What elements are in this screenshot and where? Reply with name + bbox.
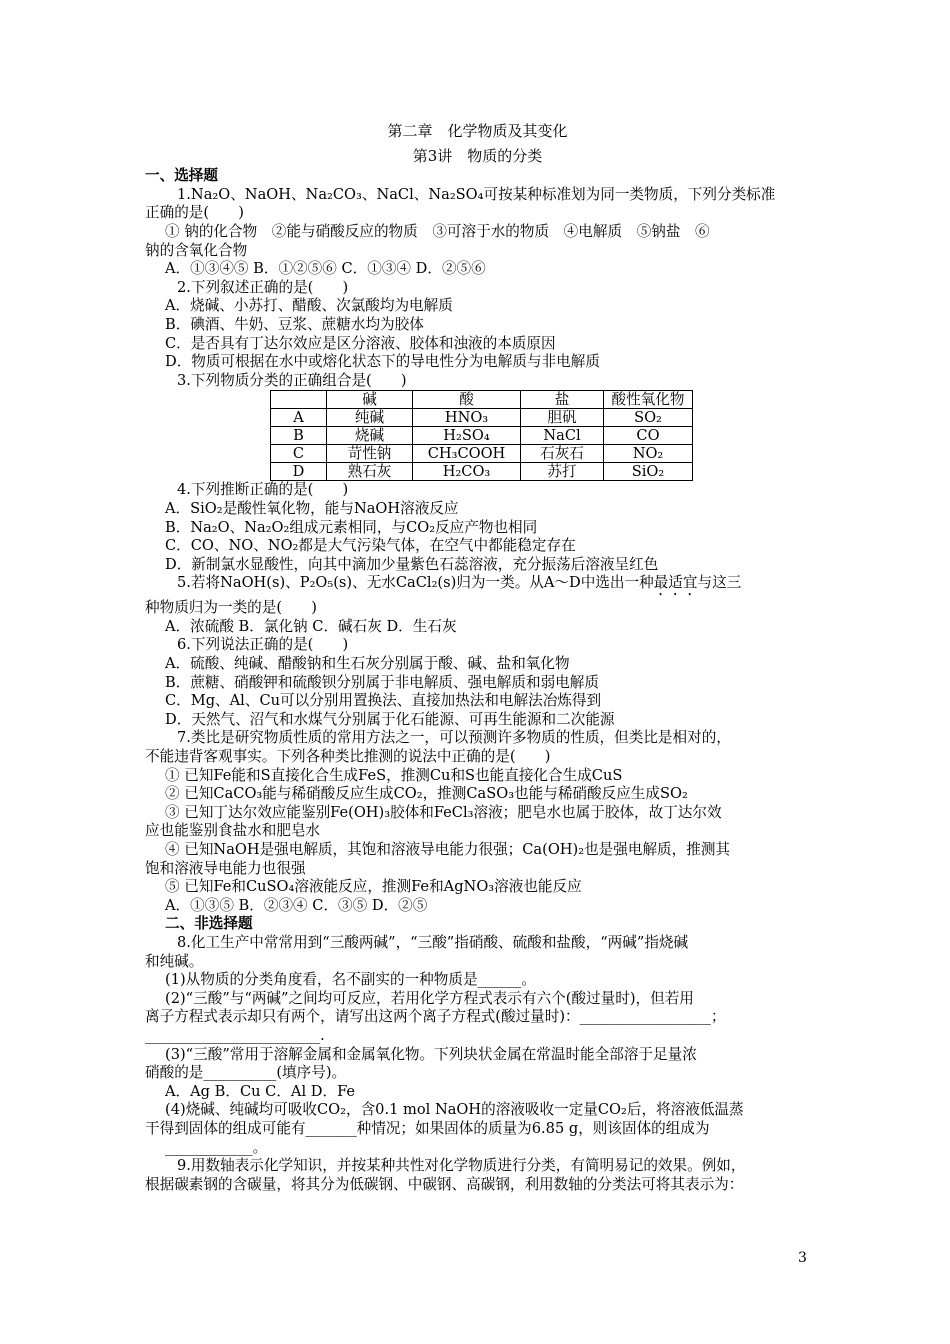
table-header-row xyxy=(271,391,693,409)
chapter-title: 第二章 化学物质及其变化 xyxy=(387,122,568,140)
table-cell: 熟石灰 xyxy=(327,463,413,481)
statement-item: 饱和溶液导电能力也很强 xyxy=(145,859,306,877)
table-cell: 胆矾 xyxy=(521,409,604,427)
section-heading: 二、非选择题 xyxy=(165,915,253,933)
table-row xyxy=(271,463,693,481)
question-stem: 1.Na₂O、NaOH、Na₂CO₃、NaCl、Na₂SO₄可按某种标准划为同一类物质，下列分类标准 xyxy=(177,185,776,203)
table-cell: SiO₂ xyxy=(604,463,693,481)
document-body xyxy=(145,118,810,1194)
option-d: D．天然气、沼气和水煤气分别属于化石能源、可再生能源和二次能源 xyxy=(165,710,615,728)
question-stem: 4.下列推断正确的是( ) xyxy=(177,481,349,499)
statement-item: ④ 已知NaOH是强电解质，其饱和溶液导电能力很强；Ca(OH)₂也是强电解质，推测其 xyxy=(165,841,731,858)
option-c: C．是否具有丁达尔效应是区分溶液、胶体和浊液的本质原因 xyxy=(165,334,556,352)
table-cell: 苛性钠 xyxy=(327,445,413,463)
table-cell: 烧碱 xyxy=(327,427,413,445)
question-stem: 种物质归为一类的是( ) xyxy=(145,599,317,617)
table-cell: CO xyxy=(604,427,693,445)
table-row xyxy=(271,427,693,445)
sub-question: (2)“三酸”与“两碱”之间均可反应，若用化学方程式表示有六个(酸过量时)，但若用 xyxy=(165,989,694,1007)
statement-item: 应也能鉴别食盐水和肥皂水 xyxy=(145,822,321,840)
question-items: 钠的含氧化合物 xyxy=(145,241,248,259)
section-heading: 一、选择题 xyxy=(145,167,218,185)
option-d: D．新制氯水显酸性，向其中滴加少量紫色石蕊溶液，充分振荡后溶液呈红色 xyxy=(165,555,659,573)
question-stem: 6.下列说法正确的是( ) xyxy=(177,636,349,654)
table-header-cell: 盐 xyxy=(521,391,604,409)
stem-text: 与这三 xyxy=(697,574,742,592)
statement-item: ③ 已知丁达尔效应能鉴别Fe(OH)₃胶体和FeCl₃溶液；肥皂水也属于胶体，故丁达尔效 xyxy=(165,803,722,821)
table-header-cell: 酸性氧化物 xyxy=(604,391,693,409)
statement-item: ① 已知Fe能和S直接化合生成FeS，推测Cu和S也能直接化合生成CuS xyxy=(165,766,623,784)
option-c: C．Mg、Al、Cu可以分别用置换法、直接加热法和电解法冶炼得到 xyxy=(165,692,602,710)
option-b: B．Na₂O、Na₂O₂组成元素相同，与CO₂反应产物也相同 xyxy=(165,518,538,536)
table-cell: 苏打 xyxy=(521,463,604,481)
option-b: B．蔗糖、硝酸钾和硫酸钡分别属于非电解质、强电解质和弱电解质 xyxy=(165,673,599,691)
table-cell: NO₂ xyxy=(604,445,693,463)
sub-question: 干得到固体的组成可能有_______种情况；如果固体的质量为6.85 g，则该固体的组成为 xyxy=(145,1119,710,1137)
answer-options: A．①③④⑤ B．①②⑤⑥ C．①③④ D．②⑤⑥ xyxy=(165,260,486,278)
table-cell: C xyxy=(271,445,327,463)
sub-question: (4)烧碱、纯碱均可吸收CO₂，含0.1 mol NaOH的溶液吸收一定量CO₂后，将溶液低温蒸 xyxy=(165,1101,744,1119)
question-stem: 不能违背客观事实。下列各种类比推测的说法中正确的是( ) xyxy=(145,748,551,766)
table-header-cell xyxy=(271,391,327,409)
question-items: ① 钠的化合物 ②能与硝酸反应的物质 ③可溶于水的物质 ④电解质 ⑤钠盐 ⑥ xyxy=(165,222,710,240)
table-row xyxy=(271,445,693,463)
option-a: A．SiO₂是酸性氧化物，能与NaOH溶液反应 xyxy=(165,499,459,517)
option-a: A．烧碱、小苏打、醋酸、次氯酸均为电解质 xyxy=(165,297,453,315)
question-stem: 3.下列物质分类的正确组合是( ) xyxy=(177,371,407,389)
page-number: 3 xyxy=(798,1250,807,1266)
table-cell: 石灰石 xyxy=(521,445,604,463)
question-stem: 9.用数轴表示化学知识，并按某种共性对化学物质进行分类，有简明易记的效果。例如， xyxy=(177,1157,746,1175)
answer-blank: ________________________. xyxy=(145,1026,325,1044)
table-cell: 纯碱 xyxy=(327,409,413,427)
lesson-title: 第3讲 物质的分类 xyxy=(412,146,543,165)
table-cell: B xyxy=(271,427,327,445)
emphasized-text: 最适宜 xyxy=(653,574,698,592)
sub-question: 硝酸的是__________(填序号)。 xyxy=(145,1064,347,1082)
question-stem: 根据碳素钢的含碳量，将其分为低碳钢、中碳钢、高碳钢，利用数轴的分类法可将其表示为： xyxy=(145,1175,744,1193)
question-stem: 正确的是( ) xyxy=(145,204,244,222)
sub-question: 离子方程式表示却只有两个，请写出这两个离子方程式(酸过量时)：__________________； xyxy=(145,1008,726,1026)
table-header-cell: 碱 xyxy=(327,391,413,409)
sub-question: (3)“三酸”常用于溶解金属和金属氧化物。下列块状金属在常温时能全部溶于足量浓 xyxy=(165,1045,697,1063)
table-cell: A xyxy=(271,409,327,427)
option-a: A．硫酸、纯碱、醋酸钠和生石灰分别属于酸、碱、盐和氧化物 xyxy=(165,655,570,673)
table-cell: H₂CO₃ xyxy=(413,463,521,481)
table-cell: SO₂ xyxy=(604,409,693,427)
table-row xyxy=(271,409,693,427)
question-stem: 7.类比是研究物质性质的常用方法之一，可以预测许多物质的性质，但类比是相对的， xyxy=(177,729,731,747)
statement-item: ② 已知CaCO₃能与稀硝酸反应生成CO₂，推测CaSO₃也能与稀硝酸反应生成SO₂ xyxy=(165,785,688,803)
table-cell: CH₃COOH xyxy=(413,445,521,463)
table-cell: D xyxy=(271,463,327,481)
option-b: B．碘酒、牛奶、豆浆、蔗糖水均为胶体 xyxy=(165,315,424,333)
classification-table xyxy=(270,390,693,481)
question-stem: 和纯碱。 xyxy=(145,952,204,970)
table-header-cell: 酸 xyxy=(413,391,521,409)
option-c: C．CO、NO、NO₂都是大气污染气体，在空气中都能稳定存在 xyxy=(165,537,576,555)
option-d: D．物质可根据在水中或熔化状态下的导电性分为电解质与非电解质 xyxy=(165,353,600,371)
question-stem: 8.化工生产中常常用到“三酸两碱”，“三酸”指硝酸、硫酸和盐酸，“两碱”指烧碱 xyxy=(177,933,689,951)
answer-options: A．①③⑤ B．②③④ C．③⑤ D．②⑤ xyxy=(165,896,428,914)
table-cell: H₂SO₄ xyxy=(413,427,521,445)
table-cell: NaCl xyxy=(521,427,604,445)
table-cell: HNO₃ xyxy=(413,409,521,427)
answer-options: A．浓硫酸 B．氯化钠 C．碱石灰 D．生石灰 xyxy=(165,617,457,635)
stem-text: 5.若将NaOH(s)、P₂O₅(s)、无水CaCl₂(s)归为一类。从A～D中选出一种 xyxy=(177,574,654,592)
answer-blank: ____________。 xyxy=(165,1138,268,1156)
answer-options: A．Ag B．Cu C．Al D．Fe xyxy=(165,1082,356,1100)
question-stem: 2.下列叙述正确的是( ) xyxy=(177,278,349,296)
sub-question: (1)从物质的分类角度看，名不副实的一种物质是______。 xyxy=(165,971,536,989)
statement-item: ⑤ 已知Fe和CuSO₄溶液能反应，推测Fe和AgNO₃溶液也能反应 xyxy=(165,878,582,896)
question-stem xyxy=(145,574,810,599)
